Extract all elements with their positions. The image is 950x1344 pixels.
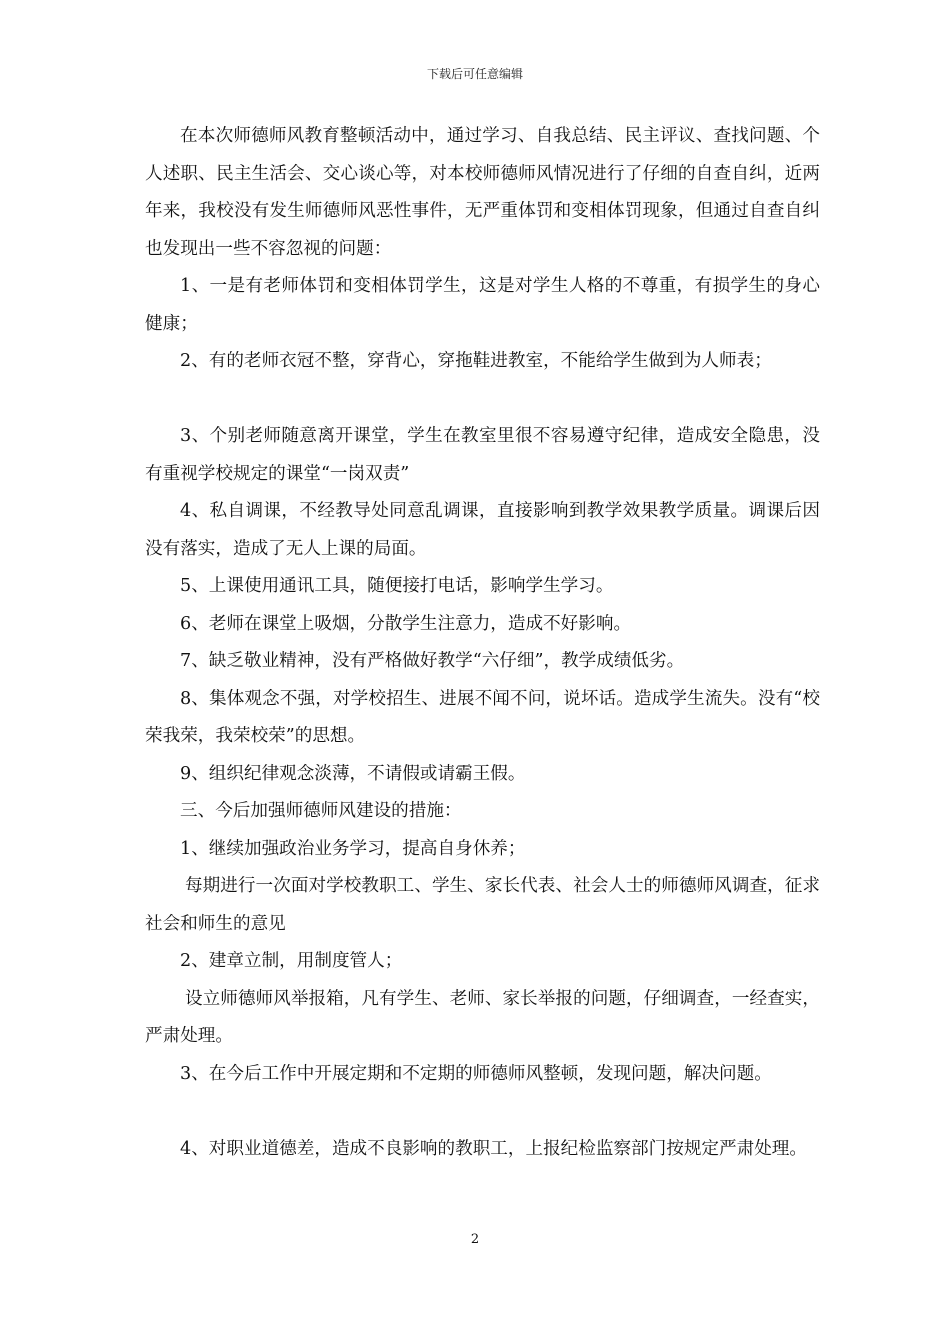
measure-2-detail: 设立师德师风举报箱，凡有学生、老师、家长举报的问题，仔细调查，一经查实，严肃处理。 bbox=[145, 988, 820, 1046]
intro-paragraph: 在本次师德师风教育整顿活动中，通过学习、自我总结、民主评议、查找问题、个人述职、民主生活会、交心谈心等，对本校师德师风情况进行了仔细的自查自纠，近两年来，我校没有发生师德师风恶性事件，无严重体罚和变相体罚现象，但通过自查自纠也发现出一些不容忽视的问题： bbox=[145, 126, 820, 259]
measure-4-paragraph: 4、对职业道德差，造成不良影响的教职工，上报纪检监察部门按规定严肃处理。 bbox=[180, 1138, 807, 1159]
measure-1-paragraph: 1、继续加强政治业务学习，提高自身休养； bbox=[180, 838, 526, 859]
page-number: 2 bbox=[470, 1232, 480, 1247]
measures-heading: 三、今后加强师德师风建设的措施： bbox=[180, 801, 462, 821]
issue-2-paragraph: 2、有的老师衣冠不整，穿背心，穿拖鞋进教室，不能给学生做到为人师表； bbox=[180, 351, 772, 371]
issue-3-paragraph: 3、个别老师随意离开课堂，学生在教室里很不容易遵守纪律，造成安全隐患，没有重视学校规定的课堂“一岗双责” bbox=[145, 426, 820, 484]
issue-4-paragraph: 4、私自调课，不经教导处同意乱调课，直接影响到教学效果教学质量。调课后因没有落实，造成了无人上课的局面。 bbox=[145, 501, 820, 559]
issue-5-paragraph: 5、上课使用通讯工具，随便接打电话，影响学生学习。 bbox=[180, 576, 614, 596]
document-body bbox=[145, 118, 820, 1168]
measure-3-paragraph: 3、在今后工作中开展定期和不定期的师德师风整顿，发现问题，解决问题。 bbox=[180, 1063, 772, 1084]
issue-1-paragraph: 1、一是有老师体罚和变相体罚学生，这是对学生人格的不尊重，有损学生的身心健康； bbox=[145, 276, 820, 334]
issue-9-paragraph: 9、组织纪律观念淡薄，不请假或请霸王假。 bbox=[180, 763, 526, 784]
page-header: 下载后可任意编辑 bbox=[426, 67, 523, 81]
issue-8-paragraph: 8、集体观念不强，对学校招生、进展不闻不问，说坏话。造成学生流失。没有“校荣我荣，我荣校荣”的思想。 bbox=[145, 688, 820, 746]
blank-line bbox=[145, 1093, 820, 1131]
measure-1-detail: 每期进行一次面对学校教职工、学生、家长代表、社会人士的师德师风调查，征求社会和师生的意见 bbox=[145, 876, 820, 934]
issue-7-paragraph: 7、缺乏敬业精神，没有严格做好教学“六仔细”，教学成绩低劣。 bbox=[180, 651, 685, 671]
measure-2-paragraph: 2、建章立制，用制度管人； bbox=[180, 951, 403, 971]
issue-6-paragraph: 6、老师在课堂上吸烟，分散学生注意力，造成不好影响。 bbox=[180, 613, 632, 634]
blank-line bbox=[145, 381, 820, 419]
